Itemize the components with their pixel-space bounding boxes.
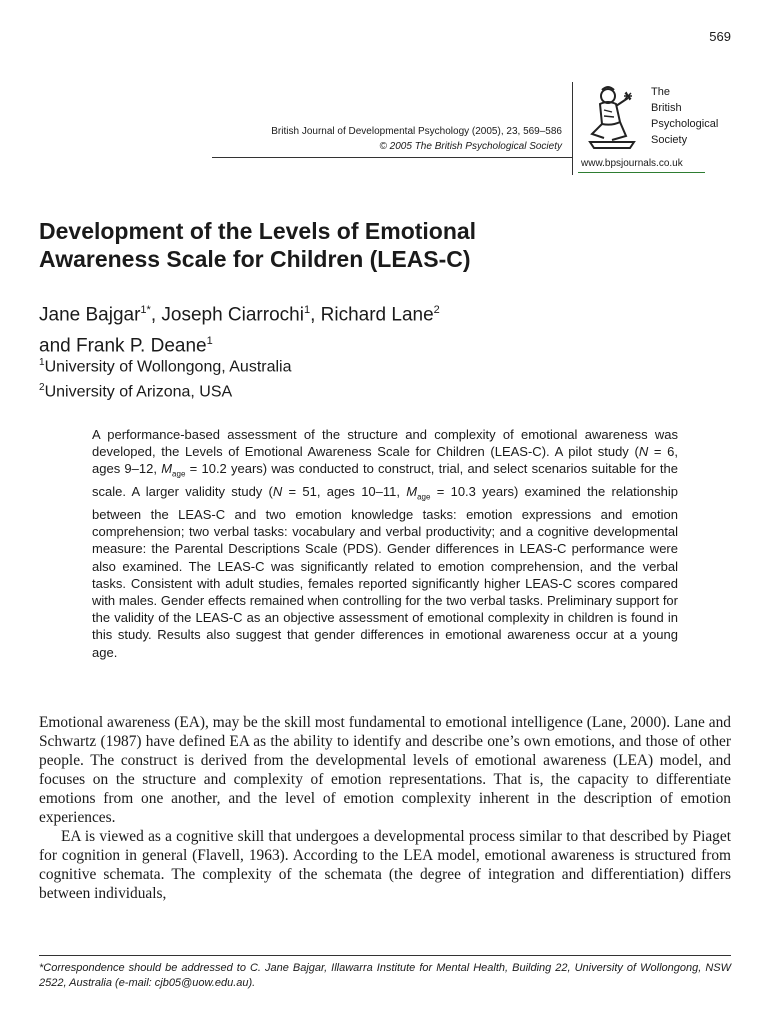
affiliation-text: University of Wollongong, Australia: [44, 358, 292, 376]
society-name-line: British: [651, 102, 682, 114]
title-line: Awareness Scale for Children (LEAS-C): [39, 246, 471, 272]
society-name-line: Psychological: [651, 118, 719, 130]
footnote-marker: *: [39, 962, 44, 974]
author-name: Frank P. Deane: [75, 335, 207, 357]
affiliation-marker: 2: [39, 382, 45, 394]
title-line: Development of the Levels of Emotional: [39, 218, 477, 244]
bps-logo-icon: [582, 82, 642, 152]
author-affiliation-marker: 2: [433, 304, 440, 316]
footnote-rule: [39, 955, 731, 956]
journal-citation: British Journal of Developmental Psychology (2005), 23, 569–586: [271, 126, 562, 137]
abstract-text: = 51, ages 10–11,: [282, 484, 407, 500]
author-affiliation-marker: 1: [206, 335, 213, 348]
journal-citation-block: [271, 124, 562, 154]
abstract-symbol: M: [406, 484, 418, 500]
society-name: [651, 84, 718, 148]
author-list: [39, 297, 729, 360]
page-number: 569: [709, 29, 731, 44]
abstract-text: A performance-based assessment of the structure and complexity of emotional awareness was developed, the Levels of Emotional Awareness Scale for Children (LEAS-C). A pilot study (: [92, 427, 678, 460]
article-title: [39, 217, 729, 273]
author-separator: ,: [150, 304, 162, 326]
abstract-text: = 10.2 years) was conducted to construct, trial, and select scenarios suitable for the scale. A larger validity study (: [92, 461, 678, 500]
author-separator: ,: [310, 304, 321, 326]
footnote: [39, 961, 731, 991]
url-underline: [578, 172, 705, 173]
affiliation-item: [39, 352, 292, 377]
abstract: [92, 426, 678, 661]
affiliation-list: [39, 352, 292, 403]
abstract-symbol: N: [638, 444, 649, 460]
affiliation-text: University of Arizona, USA: [44, 383, 233, 401]
journal-copyright: © 2005 The British Psychological Society: [379, 141, 562, 152]
header-vertical-rule: [572, 82, 573, 175]
header-rule: [212, 157, 572, 158]
affiliation-marker: 1: [39, 357, 45, 368]
journal-url-link[interactable]: www.bpsjournals.co.uk: [581, 158, 683, 169]
body-paragraph: EA is viewed as a cognitive skill that undergoes a developmental process similar to that described by Piaget for cognition in general (Flavell, 1963). According to the LEA model, emotional awareness is structured from cognitive schemata. The complexity of the schemata (the degree of integration and differentiation) differs between individuals,: [39, 828, 731, 902]
footnote-text: Correspondence should be addressed to C. Jane Bajgar, Illawarra Institute for Mental Health, Building 22, University of Wollongong, NSW 2522, Australia (e-mail: cjb05@uow.edu.au).: [39, 962, 731, 989]
abstract-text: = 6, ages 9–12,: [92, 444, 678, 477]
abstract-symbol: N: [272, 484, 283, 500]
society-name-line: Society: [651, 134, 688, 146]
author-name: Jane Bajgar: [39, 304, 141, 326]
abstract-symbol: M: [161, 461, 173, 477]
abstract-subscript: age: [172, 470, 186, 479]
author-name: Richard Lane: [320, 304, 434, 326]
body-text: [39, 713, 731, 903]
author-affiliation-marker: 1*: [140, 304, 151, 316]
affiliation-item: [39, 377, 292, 402]
author-name: Joseph Ciarrochi: [161, 304, 304, 326]
abstract-text: = 10.3 years) examined the relationship between the LEAS-C and two emotion knowledge tasks: emotion expressions and emotion comprehension; two verbal tasks: vocabulary and verbal productivity; and a cognitive developmental measure: the Parental Descriptions Scale (PDS). Gender differences in LEAS-C performance were also examined. The LEAS-C was significantly related to emotion comprehension, and the verbal tasks. Consistent with adult studies, females reported significantly higher LEAS-C scores compared with males. Gender effects remained when controlling for the two verbal tasks. Preliminary support for the validity of the LEAS-C as an objective assessment of emotional complexity in children is found in this study. Results also suggest that gender differences in emotional awareness occur at a young age.: [92, 484, 678, 660]
author-affiliation-marker: 1: [303, 304, 311, 316]
society-name-line: The: [651, 86, 670, 98]
abstract-subscript: age: [417, 492, 431, 502]
author-conjunction: and: [39, 335, 76, 357]
body-paragraph: Emotional awareness (EA), may be the skill most fundamental to emotional intelligence (Lane, 2000). Lane and Schwartz (1987) have defined EA as the ability to identify and describe one’s own emotions, and those of other people. The construct is derived from the developmental levels of emotional awareness (LEA) model, and focuses on the structure and complexity of emotion representations. That is, the capacity to differentiate emotions from one another, and the level of emotion complexity inherent in the description of emotion experiences.: [39, 714, 731, 826]
